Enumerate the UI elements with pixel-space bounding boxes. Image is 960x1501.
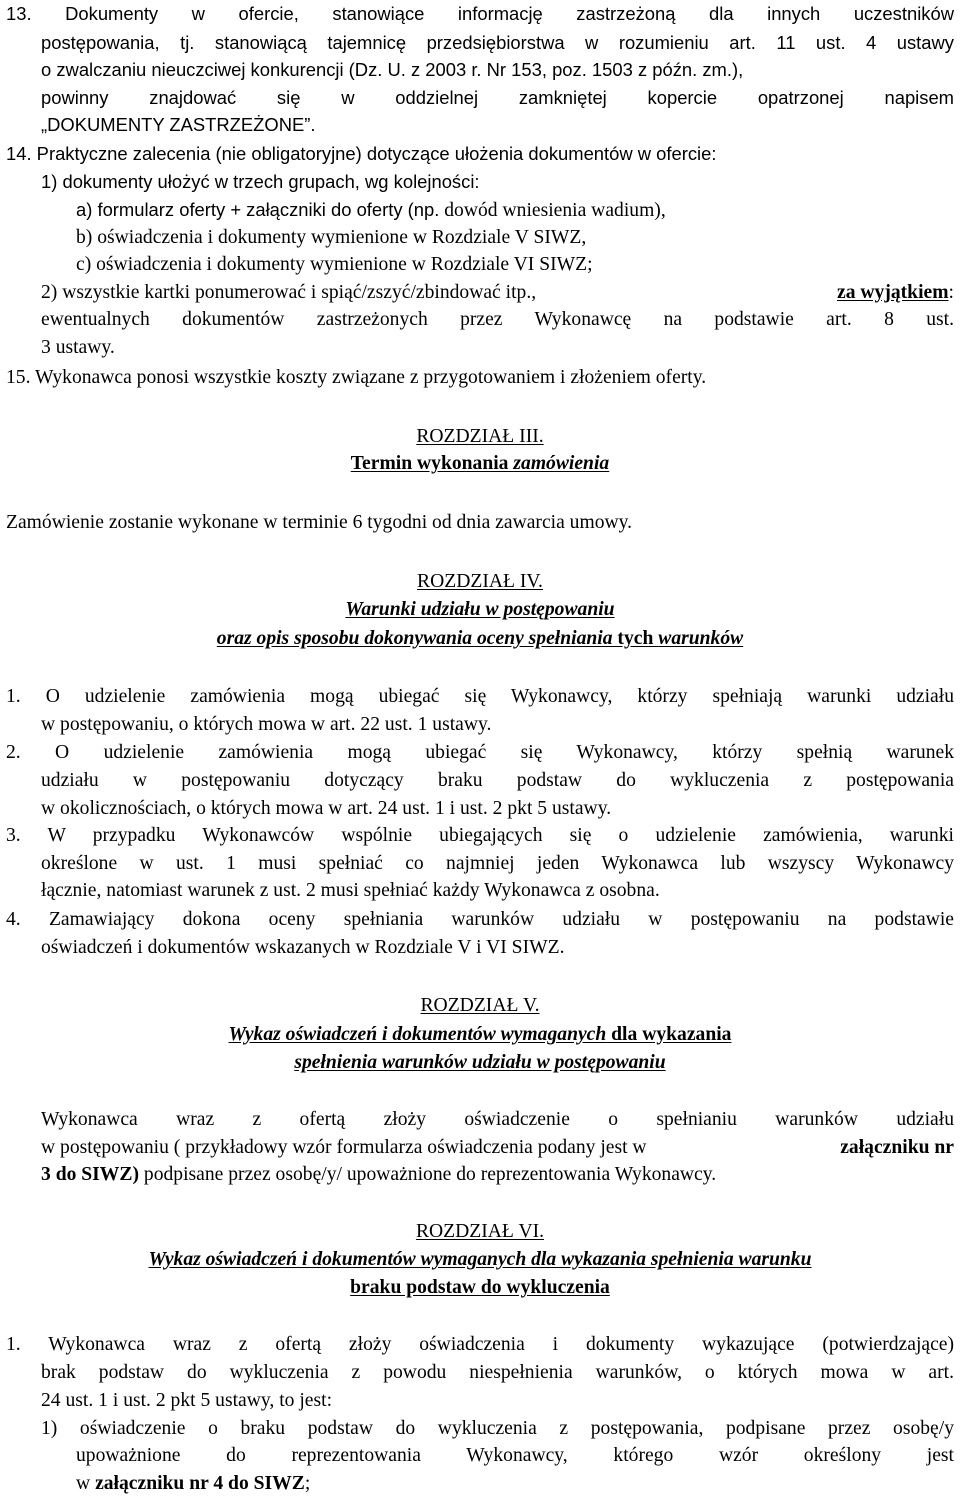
ch4-p4-line2: oświadczeń i dokumentów wskazanych w Rozdziale V i VI SIWZ. xyxy=(41,937,565,958)
chapter5-title2-text: spełnienia warunków udziału w postępowaniu xyxy=(294,1052,666,1073)
item14-line6-text: 2) wszystkie kartki ponumerować i spiąć/zszyć/zbindować itp., xyxy=(41,282,537,303)
ch5-line1: Wykonawca wraz z ofertą złoży oświadczenie o spełnianiu warunków udziału xyxy=(41,1109,954,1130)
exception-label: za wyjątkiem xyxy=(837,282,949,303)
chapter4-title2 xyxy=(0,627,960,651)
chapter3-heading-text: ROZDZIAŁ III. xyxy=(416,426,544,447)
ch6-p1-line2: brak podstaw do wykluczenia z powodu niespełnienia warunków, o których mowa w art. xyxy=(41,1362,954,1383)
chapter6-title2-text: braku podstaw do wykluczenia xyxy=(350,1277,610,1298)
chapter6-title1-text: Wykaz oświadczeń i dokumentów wymaganych dla wykazania spełnienia warunku xyxy=(148,1249,812,1270)
ch4-p2-line2: udziału w postępowaniu dotyczący braku podstaw do wykluczenia z postępowania xyxy=(41,770,954,791)
item14-line3-serif: dowód wniesienia wadium), xyxy=(439,200,666,221)
ch6-s1-line3-attachment: załączniku nr 4 do SIWZ xyxy=(95,1473,305,1494)
item13-line3: o zwalczaniu nieuczciwej konkurencji (Dz. U. z 2003 r. Nr 153, poz. 1503 z późn. zm.), xyxy=(41,59,744,80)
item14-line2: 1) dokumenty ułożyć w trzech grupach, wg kolejności: xyxy=(41,171,480,192)
ch5-line2 xyxy=(41,1136,954,1160)
chapter3-body: Zamówienie zostanie wykonane w terminie 6 tygodni od dnia zawarcia umowy. xyxy=(6,512,633,533)
ch6-p1-line3: 24 ust. 1 i ust. 2 pkt 5 ustawy, to jest: xyxy=(41,1390,333,1411)
chapter3-title xyxy=(0,452,960,476)
item14-line8: 3 ustawy. xyxy=(41,337,115,358)
chapter5-title2 xyxy=(0,1051,960,1075)
chapter5-title1-b: dla wykazania xyxy=(606,1024,732,1045)
ch4-p4-line1: 4. Zamawiający dokona oceny spełniania warunków udziału w postępowaniu na podstawie xyxy=(6,909,954,930)
item14-line7: ewentualnych dokumentów zastrzeżonych przez Wykonawcę na podstawie art. 8 ust. xyxy=(41,309,954,330)
chapter6-title2 xyxy=(0,1276,960,1300)
chapter3-heading xyxy=(0,425,960,449)
exception-colon: : xyxy=(948,282,954,303)
item14-line3 xyxy=(76,198,666,223)
chapter4-title2-a: oraz opis sposobu dokonywania oceny spełniania xyxy=(216,628,613,649)
item14-line6 xyxy=(41,281,954,305)
ch5-line3-attachment: 3 do SIWZ) xyxy=(41,1164,139,1185)
ch5-line2-attachment: załączniku nr xyxy=(840,1137,954,1158)
chapter5-title1-a: Wykaz oświadczeń i dokumentów wymaganych xyxy=(228,1024,607,1045)
item14-line3-sans: a) formularz oferty + załączniki do oferty (np. xyxy=(76,199,440,220)
ch4-p3-line1: 3. W przypadku Wykonawców wspólnie ubiegających się o udzielenie zamówienia, warunki xyxy=(6,825,954,846)
chapter3-title-a: Termin wykonania xyxy=(350,453,514,474)
ch6-s1-line1: 1) oświadczenie o braku podstaw do wykluczenia z postępowania, podpisane przez osobę/y xyxy=(41,1418,954,1439)
ch4-p2-line3: w okolicznościach, o których mowa w art. 24 ust. 1 i ust. 2 pkt 5 ustawy. xyxy=(41,798,612,819)
chapter6-heading-text: ROZDZIAŁ VI. xyxy=(415,1221,545,1242)
ch6-s1-line2: upoważnione do reprezentowania Wykonawcy, którego wzór określony jest xyxy=(76,1445,954,1466)
ch5-line3 xyxy=(41,1163,716,1187)
ch5-line2-text: w postępowaniu ( przykładowy wzór formularza oświadczenia podany jest w xyxy=(41,1137,652,1158)
chapter4-title2-b: tych xyxy=(612,628,659,649)
item14-line6-exception xyxy=(837,281,954,305)
chapter4-title1 xyxy=(0,598,960,622)
chapter6-heading xyxy=(0,1220,960,1244)
chapter4-title1-text: Warunki udziału w postępowaniu xyxy=(345,599,615,620)
item13-line4: powinny znajdować się w oddzielnej zamkniętej kopercie opatrzonej napisem xyxy=(41,87,954,108)
chapter4-title2-c: warunków xyxy=(658,628,744,649)
chapter5-title1 xyxy=(0,1023,960,1047)
item14-line5: c) oświadczenia i dokumenty wymienione w Rozdziale VI SIWZ; xyxy=(76,254,593,275)
chapter3-title-b: zamówienia xyxy=(513,453,610,474)
ch6-s1-line3-prefix: w xyxy=(76,1473,96,1494)
ch4-p1-line1: 1. O udzielenie zamówienia mogą ubiegać się Wykonawcy, którzy spełniają warunki udziału xyxy=(6,686,954,707)
item13-line1: 13. Dokumenty w ofercie, stanowiące informację zastrzeżoną dla innych uczestników xyxy=(6,3,954,24)
ch5-line3-text: podpisane przez osobę/y/ upoważnione do reprezentowania Wykonawcy. xyxy=(139,1164,717,1185)
chapter5-heading-text: ROZDZIAŁ V. xyxy=(420,995,540,1016)
ch6-p1-line1: 1. Wykonawca wraz z ofertą złoży oświadczenia i dokumenty wykazujące (potwierdzające) xyxy=(6,1334,954,1355)
chapter4-heading xyxy=(0,570,960,594)
chapter5-heading xyxy=(0,994,960,1018)
ch4-p1-line2: w postępowaniu, o których mowa w art. 22 ust. 1 ustawy. xyxy=(41,714,492,735)
chapter4-heading-text: ROZDZIAŁ IV. xyxy=(417,571,543,592)
ch6-s1-line3-suffix: ; xyxy=(304,1473,311,1494)
item13-line2: postępowania, tj. stanowiącą tajemnicę przedsiębiorstwa w rozumieniu art. 11 ust. 4 ustawy xyxy=(41,32,954,53)
item15-line: 15. Wykonawca ponosi wszystkie koszty związane z przygotowaniem i złożeniem oferty. xyxy=(6,367,707,388)
item14-line4: b) oświadczenia i dokumenty wymienione w Rozdziale V SIWZ, xyxy=(76,227,587,248)
ch4-p2-line1: 2. O udzielenie zamówienia mogą ubiegać się Wykonawcy, którzy spełnią warunek xyxy=(6,742,954,763)
chapter6-title1 xyxy=(0,1248,960,1272)
ch4-p3-line2: określone w ust. 1 musi spełniać co najmniej jeden Wykonawca lub wszyscy Wykonawcy xyxy=(41,853,954,874)
item14-line1: 14. Praktyczne zalecenia (nie obligatoryjne) dotyczące ułożenia dokumentów w ofercie: xyxy=(6,143,717,164)
item13-line5: „DOKUMENTY ZASTRZEŻONE”. xyxy=(41,114,316,135)
ch6-s1-line3 xyxy=(76,1472,310,1496)
ch4-p3-line3: łącznie, natomiast warunek z ust. 2 musi spełniać każdy Wykonawca z osobna. xyxy=(41,880,660,901)
